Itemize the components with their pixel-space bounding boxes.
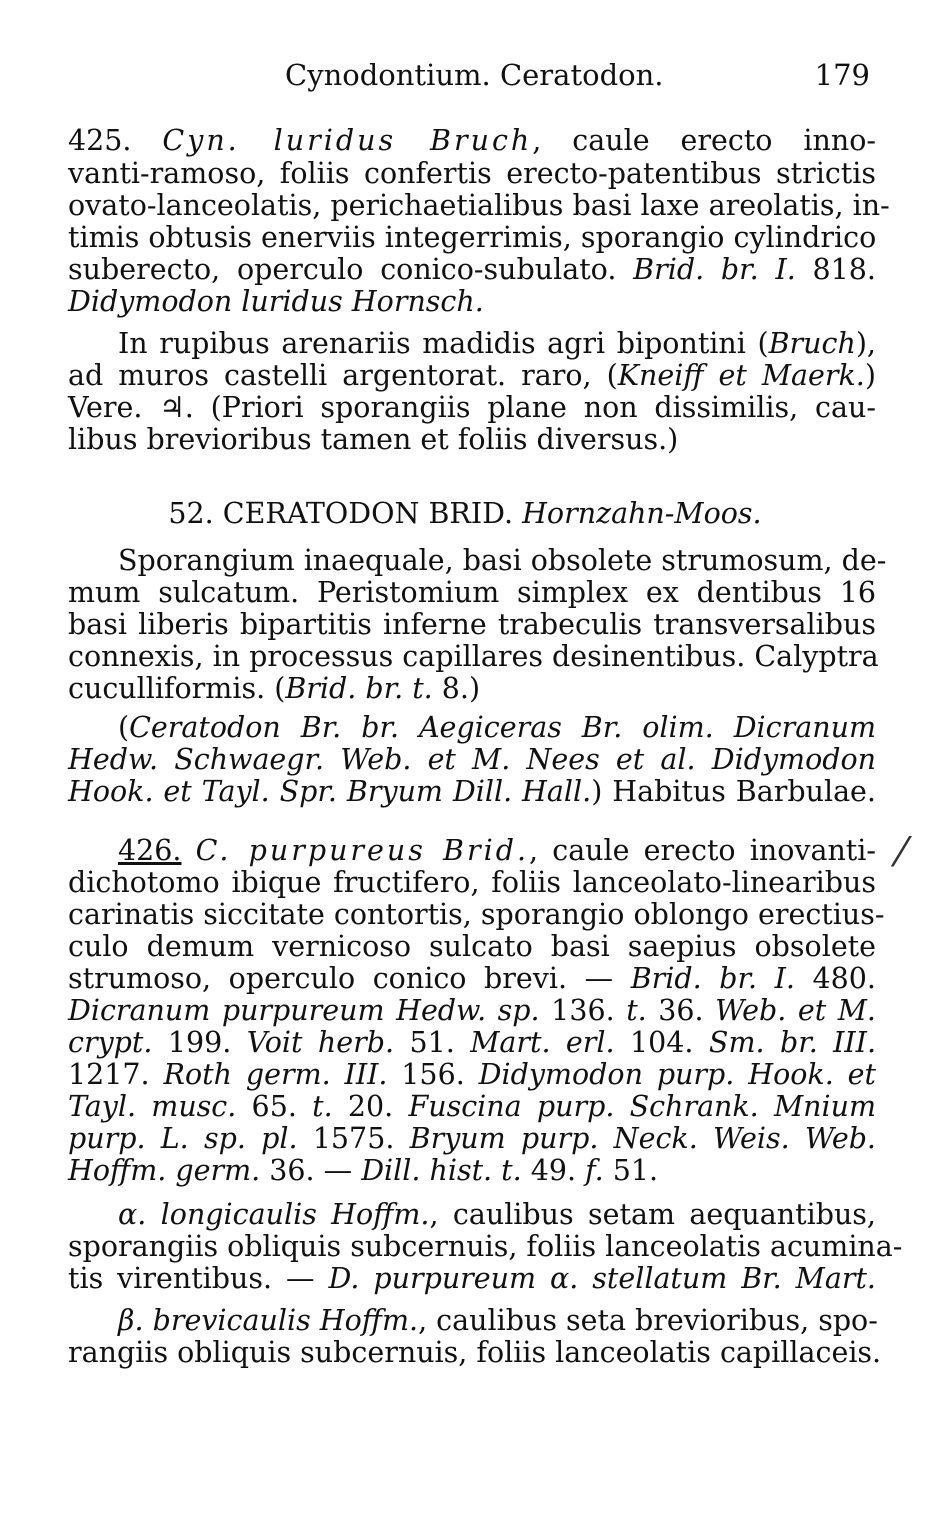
text-line: 425. Cyn. luridus Bruch, caule erecto inno- (68, 124, 876, 157)
text-line: Hook. et Tayl. Spr. Bryum Dill. Hall.) Habitus Barbulae. (68, 775, 876, 808)
text-line: connexis, in processus capillares desinentibus. Calyptra (68, 640, 879, 673)
text-line: purp. L. sp. pl. 1575. Bryum purp. Neck. Weis. Web. (68, 1122, 876, 1155)
text-line: carinatis siccitate contortis, sporangio oblongo erectius- (68, 898, 885, 931)
text-line: rangiis obliquis subcernuis, foliis lanceolatis capillaceis. (68, 1336, 882, 1369)
text-line: suberecto, operculo conico-subulato. Brid. br. I. 818. (68, 253, 876, 286)
text-line: vanti-ramoso, foliis confertis erecto-patentibus strictis (68, 157, 876, 190)
text-line: ad muros castelli argentorat. raro, (Kneiff et Maerk.) (68, 359, 876, 392)
text-line: Vere. ♃. (Priori sporangiis plane non dissimilis, cau- (68, 391, 876, 424)
text-line: sporangiis obliquis subcernuis, foliis lanceolatis acumina- (68, 1230, 903, 1263)
text-line: Hoffm. germ. 36. — Dill. hist. t. 49. f. 51. (68, 1154, 659, 1187)
text-line: 426. C. purpureus Brid., caule erecto inovanti- (118, 834, 877, 867)
text-line: In rupibus arenariis madidis agri bipontini (Bruch), (118, 327, 876, 360)
text-line: basi liberis bipartitis inferne trabeculis transversalibus (68, 608, 876, 641)
text-line: timis obtusis enerviis integerrimis, sporangio cylindrico (68, 221, 877, 254)
text-line: culo demum vernicoso sulcato basi saepius obsolete (68, 930, 876, 963)
text-line: mum sulcatum. Peristomium simplex ex dentibus 16 (68, 576, 876, 609)
text-line: cuculliformis. (Brid. br. t. 8.) (68, 672, 481, 705)
text-line: ovato-lanceolatis, perichaetialibus basi laxe areolatis, in- (68, 189, 890, 222)
text-line: (Ceratodon Br. br. Aegiceras Br. olim. Dicranum (118, 711, 876, 744)
text-line: Didymodon luridus Hornsch. (68, 285, 484, 318)
text-line: Dicranum purpureum Hedw. sp. 136. t. 36. Web. et M. (68, 994, 876, 1027)
margin-annotation-mark: ⁄ (898, 830, 905, 876)
text-line: 1217. Roth germ. III. 156. Didymodon purp. Hook. et (68, 1058, 876, 1091)
text-line: Sporangium inaequale, basi obsolete strumosum, de- (118, 544, 887, 577)
text-line: Hedw. Schwaegr. Web. et M. Nees et al. Didymodon (68, 743, 876, 776)
text-line: α. longicaulis Hoffm., caulibus setam aequantibus, (118, 1198, 876, 1231)
text-line: Tayl. musc. 65. t. 20. Fuscina purp. Schrank. Mnium (68, 1090, 877, 1123)
page-number: 179 (814, 58, 870, 92)
text-line: tis virentibus. — D. purpureum α. stellatum Br. Mart. (68, 1262, 876, 1295)
text-line: dichotomo ibique fructifero, foliis lanceolato-linearibus (68, 866, 876, 899)
text-line: crypt. 199. Voit herb. 51. Mart. erl. 104. Sm. br. III. (68, 1026, 877, 1059)
running-title: Cynodontium. Ceratodon. (285, 58, 664, 92)
text-line: β. brevicaulis Hoffm., caulibus seta brevioribus, spo- (118, 1304, 878, 1337)
text-line: strumoso, operculo conico brevi. — Brid. br. I. 480. (68, 962, 876, 995)
text-line: 52. CERATODON BRID. Hornzahn-Moos. (168, 497, 762, 530)
text-line: libus brevioribus tamen et foliis diversus.) (68, 423, 679, 456)
page-header (0, 58, 930, 98)
